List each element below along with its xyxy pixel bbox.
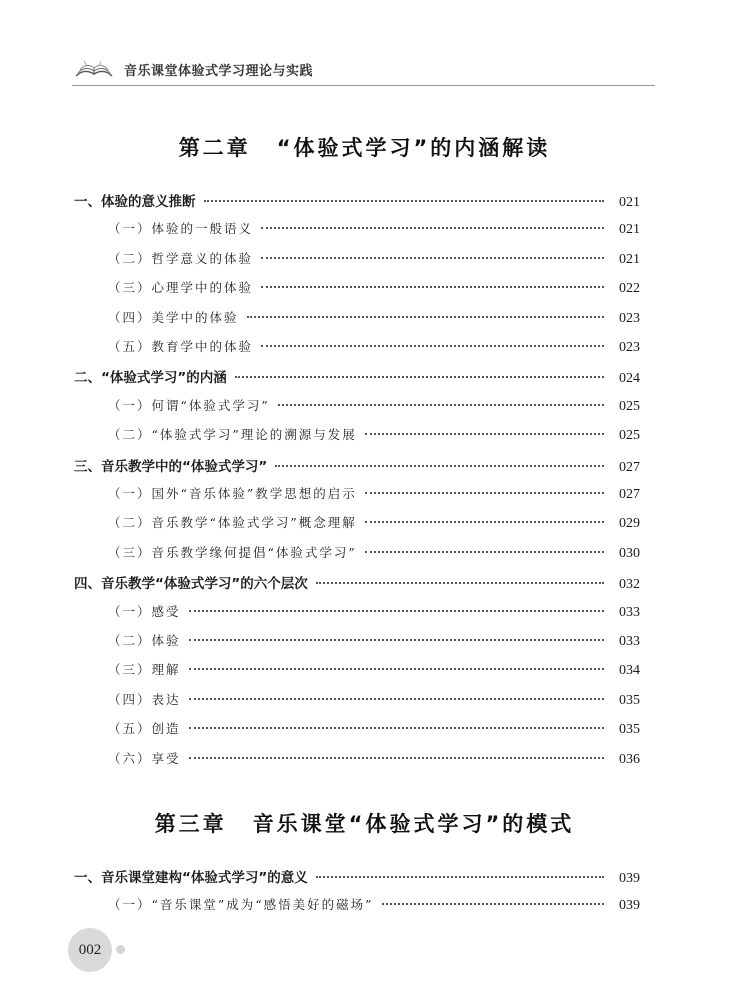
header-rule — [72, 85, 655, 86]
toc-entry[interactable] — [108, 690, 640, 712]
page-badge-dot — [116, 945, 125, 954]
toc-entry[interactable] — [108, 895, 640, 917]
toc-entry[interactable] — [108, 396, 640, 418]
toc-entry-label: （五）创造 — [108, 721, 181, 737]
toc-entry-label: （一）“音乐课堂”成为“感悟美好的磁场” — [108, 897, 374, 912]
chapter-2-name: “体验式学习”的内涵解读 — [276, 136, 551, 160]
dot-leader — [382, 903, 604, 905]
toc-entry-label: （一）国外“音乐体验”教学思想的启示 — [108, 486, 357, 501]
toc-entry-page: 033 — [619, 634, 640, 649]
toc-entry-page: 036 — [619, 751, 640, 767]
toc-entry[interactable] — [74, 572, 640, 594]
dot-leader — [235, 376, 604, 378]
dot-leader — [189, 698, 604, 700]
toc-entry-page: 034 — [619, 663, 640, 679]
dot-leader — [247, 316, 604, 318]
toc-entry-label: （一）体验的一般语义 — [108, 221, 254, 237]
toc-entry-page: 024 — [619, 371, 640, 387]
toc-entry-page: 035 — [619, 722, 640, 738]
chapter-3-name: 音乐课堂“体验式学习”的模式 — [252, 812, 575, 836]
dot-leader — [261, 345, 604, 347]
toc-entry-page: 022 — [619, 281, 640, 297]
toc-entry[interactable] — [108, 513, 640, 535]
chapter-2-title — [0, 132, 729, 162]
dot-leader — [365, 492, 604, 494]
toc-entry-label: （三）心理学中的体验 — [108, 280, 254, 296]
toc-entry-label: 三、音乐教学中的“体验式学习” — [74, 458, 268, 475]
dot-leader — [365, 433, 604, 435]
toc-entry-page: 021 — [619, 195, 640, 210]
dot-leader — [261, 257, 604, 259]
toc-entry-label: （三）音乐教学缘何提倡“体验式学习” — [108, 544, 357, 560]
toc-entry-label: 一、音乐课堂建构“体验式学习”的意义 — [74, 870, 308, 886]
toc-entry[interactable] — [108, 484, 640, 506]
toc-entry-label: （四）美学中的体验 — [108, 309, 239, 325]
dot-leader — [365, 521, 604, 523]
toc-entry-page: 039 — [619, 871, 640, 886]
toc-entry-label: 二、“体验式学习”的内涵 — [74, 370, 227, 387]
toc-entry-label: （五）教育学中的体验 — [108, 339, 254, 354]
toc-entry-page: 021 — [619, 251, 640, 267]
dot-leader — [204, 200, 605, 202]
dot-leader — [261, 286, 604, 288]
toc-entry[interactable] — [74, 866, 640, 888]
toc-entry-label: （二）“体验式学习”理论的溯源与发展 — [108, 427, 357, 443]
toc-entry-page: 025 — [619, 398, 640, 414]
toc-entry-label: 四、音乐教学“体验式学习”的六个层次 — [74, 576, 308, 593]
toc-entry[interactable] — [108, 660, 640, 682]
toc-entry[interactable] — [108, 602, 640, 624]
dot-leader — [275, 465, 604, 467]
toc-entry[interactable] — [108, 278, 640, 300]
toc-entry-page: 023 — [619, 340, 640, 355]
toc-entry[interactable] — [108, 249, 640, 271]
toc-entry-page: 035 — [619, 692, 640, 708]
chapter-2-number: 第二章 — [178, 136, 251, 160]
toc-entry-label: （六）享受 — [108, 750, 181, 766]
chapter-3-number: 第三章 — [154, 812, 227, 836]
dot-leader — [189, 639, 604, 641]
toc-entry-page: 021 — [619, 222, 640, 238]
toc-entry[interactable] — [108, 631, 640, 653]
toc-entry-page: 032 — [619, 577, 640, 593]
open-book-icon — [74, 58, 114, 80]
page-number: 002 — [78, 941, 102, 958]
toc-entry[interactable] — [108, 543, 640, 565]
toc-entry[interactable] — [108, 219, 640, 241]
toc-entry-page: 027 — [619, 459, 640, 475]
toc-entry[interactable] — [108, 308, 640, 330]
toc-entry-label: 一、体验的意义推断 — [74, 194, 196, 210]
toc-entry[interactable] — [74, 455, 640, 477]
dot-leader — [189, 757, 604, 759]
toc-entry-label: （三）理解 — [108, 662, 181, 678]
toc-entry-label: （二）音乐教学“体验式学习”概念理解 — [108, 515, 357, 531]
dot-leader — [278, 404, 604, 406]
dot-leader — [189, 727, 604, 729]
running-header — [74, 58, 313, 80]
toc-entry-label: （一）感受 — [108, 603, 181, 619]
toc-entry[interactable] — [74, 366, 640, 388]
page-number-badge — [68, 928, 112, 972]
toc-entry[interactable] — [74, 190, 640, 212]
toc-entry-page: 030 — [619, 545, 640, 561]
toc-entry[interactable] — [108, 425, 640, 447]
toc-entry-page: 025 — [619, 428, 640, 444]
dot-leader — [316, 582, 604, 584]
toc-entry-label: （二）哲学意义的体验 — [108, 250, 254, 266]
dot-leader — [261, 227, 604, 229]
toc-entry-page: 023 — [619, 310, 640, 326]
toc-entry[interactable] — [108, 719, 640, 741]
chapter-3-title — [0, 808, 729, 838]
toc-entry-page: 033 — [619, 604, 640, 620]
running-title: 音乐课堂体验式学习理论与实践 — [124, 63, 314, 79]
toc-entry-page: 029 — [619, 516, 640, 532]
toc-entry-label: （四）表达 — [108, 691, 181, 707]
toc-entry-label: （二）体验 — [108, 633, 181, 648]
toc-entry-page: 039 — [619, 898, 640, 913]
toc-entry-label: （一）何谓“体验式学习” — [108, 397, 270, 413]
toc-entry[interactable] — [108, 337, 640, 359]
toc-entry[interactable] — [108, 749, 640, 771]
dot-leader — [316, 876, 604, 878]
dot-leader — [189, 668, 604, 670]
dot-leader — [365, 551, 604, 553]
dot-leader — [189, 610, 604, 612]
toc-entry-page: 027 — [619, 487, 640, 502]
